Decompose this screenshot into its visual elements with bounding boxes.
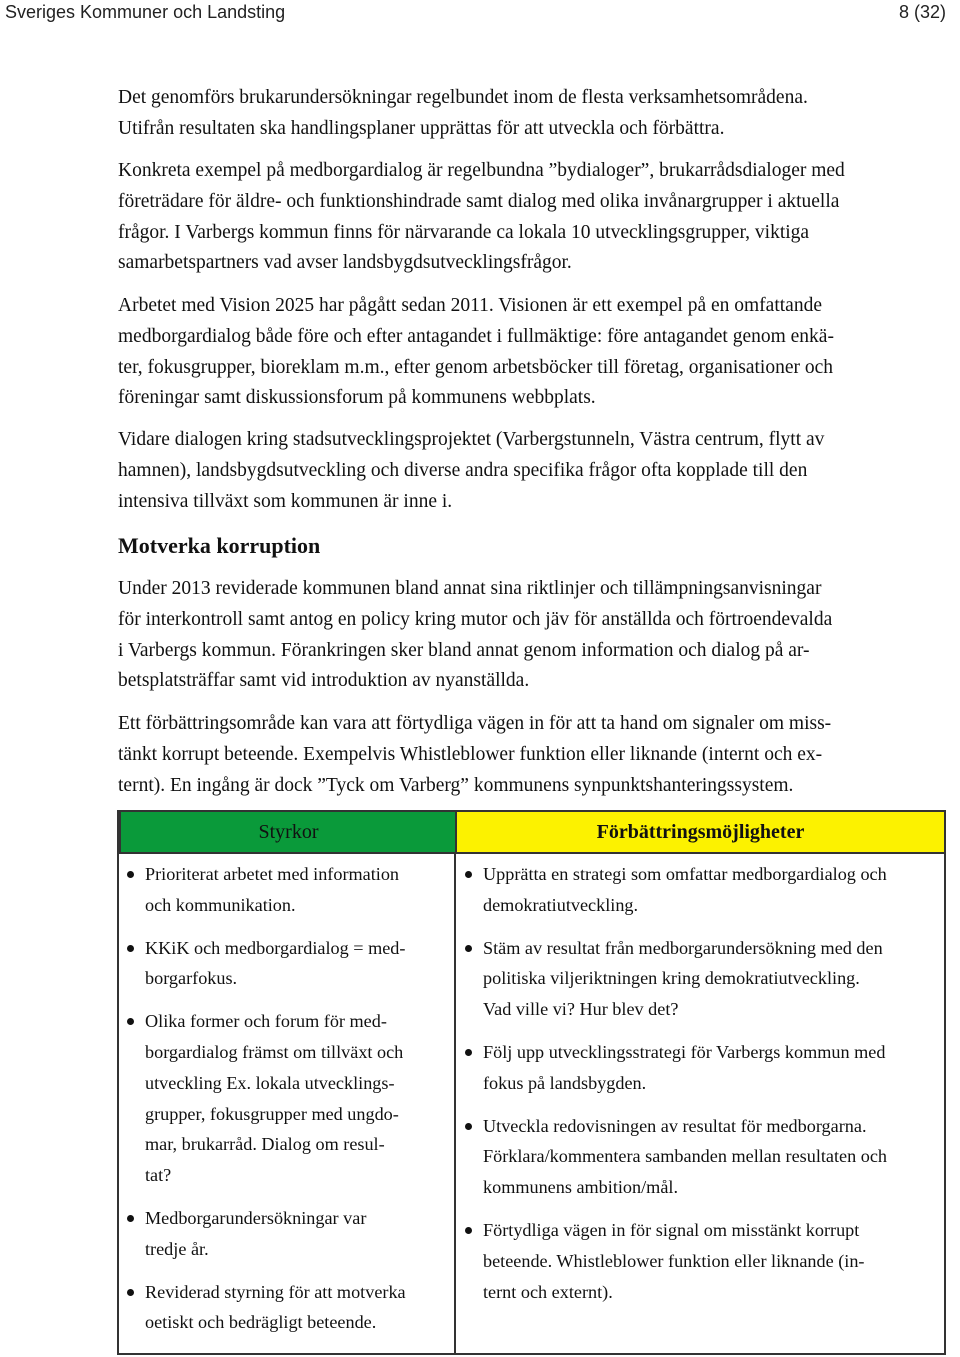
text-line: Det genomförs brukarundersökningar regelbundet inom de flesta verksamhetsområdena.: [118, 87, 808, 108]
bullet-icon: [465, 1123, 472, 1130]
text-line: Ett förbättringsområde kan vara att förtydliga vägen in för att ta hand om signaler om miss-: [118, 713, 832, 734]
text-line: ter, fokusgrupper, bioreklam m.m., efter genom arbetsböcker till företag, organisationer och: [118, 356, 834, 378]
text-line: hamnen), landsbygdsutveckling och diverse andra specifika frågor ofta kopplade till den: [118, 459, 808, 481]
paragraph-urban-development: [118, 425, 958, 517]
bullet-icon: [127, 871, 134, 878]
improvements-cell: [457, 859, 946, 1319]
text-line: Utveckla redovisningen av resultat för medborgarna.: [483, 1115, 867, 1136]
text-line: Olika former och forum för med-: [145, 1011, 387, 1032]
strength-item: [119, 1006, 453, 1191]
improvement-item: [457, 1215, 946, 1307]
paragraph-surveys: [118, 83, 958, 145]
bullet-icon: [465, 871, 472, 878]
strength-item: [119, 933, 453, 995]
paragraph-improvement-area: [118, 709, 958, 801]
bullet-icon: [127, 1215, 134, 1222]
text-line: tänkt korrupt beteende. Exempelvis Whistleblower funktion eller liknande (internt och ex-: [118, 743, 823, 765]
text-line: intensiva tillväxt som kommunen är inne i.: [118, 490, 453, 512]
text-line: betsplatsträffar samt vid introduktion av nyanställda.: [118, 670, 530, 692]
strength-item: [119, 859, 453, 921]
section-heading: Motverka korruption: [118, 533, 321, 558]
organization-name: Sveriges Kommuner och Landsting: [5, 2, 286, 22]
paragraph-vision-2025: [118, 291, 958, 414]
text-line: utveckling Ex. lokala utvecklings-: [145, 1072, 395, 1093]
improvement-item: [457, 933, 946, 1025]
text-line: kommunens ambition/mål.: [483, 1177, 678, 1198]
text-line: tat?: [145, 1165, 172, 1186]
strengths-cell: [119, 859, 453, 1350]
strength-item: [119, 1203, 453, 1265]
text-line: Förklara/kommentera sambanden mellan resultaten och: [483, 1146, 888, 1167]
text-line: Reviderad styrning för att motverka: [145, 1281, 406, 1302]
text-line: ternt). En ingång är dock ”Tyck om Varberg” kommunens synpunktshanteringssystem.: [118, 774, 794, 796]
improvement-item: [457, 859, 946, 921]
strength-item: [119, 1277, 453, 1339]
page-number: 8 (32): [898, 2, 946, 22]
text-line: Prioriterat arbetet med information: [145, 864, 400, 884]
text-line: oetiskt och bedrägligt beteende.: [145, 1312, 377, 1333]
bullet-icon: [127, 1289, 134, 1296]
text-line: politiska viljeriktningen kring demokratiutveckling.: [483, 968, 860, 989]
text-line: samarbetspartners vad avser landsbygdsutvecklingsfrågor.: [118, 252, 572, 274]
text-line: Under 2013 reviderade kommunen bland annat sina riktlinjer och tillämpningsanvisningar: [118, 578, 822, 599]
text-line: Stäm av resultat från medborgarundersökning med den: [483, 937, 883, 958]
bullet-icon: [465, 1227, 472, 1234]
text-line: demokratiutveckling.: [483, 894, 639, 915]
text-line: Vidare dialogen kring stadsutvecklingsprojektet (Varbergstunneln, Västra centrum, flytt av: [118, 429, 825, 450]
text-line: och kommunikation.: [145, 894, 296, 915]
text-line: föreningar samt diskussionsforum på kommunens webbplats.: [118, 387, 596, 409]
text-line: Konkreta exempel på medborgardialog är regelbundna ”bydialoger”, brukarrådsdialoger med: [118, 160, 845, 181]
bullet-icon: [127, 1018, 134, 1025]
text-line: frågor. I Varbergs kommun finns för närvarande ca lokala 10 utvecklingsgrupper, viktiga: [118, 221, 810, 243]
improvement-item: [457, 1037, 946, 1099]
text-line: företrädare för äldre- och funktionshindrade samt dialog med olika invånargrupper i aktuella: [118, 190, 840, 212]
text-line: Utifrån resultaten ska handlingsplaner upprättas för att utveckla och förbättra.: [118, 117, 725, 139]
text-line: ternt och externt).: [483, 1281, 613, 1302]
text-line: fokus på landsbygden.: [483, 1072, 647, 1093]
text-line: i Varbergs kommun. Förankringen sker bland annat genom information och dialog på ar-: [118, 639, 810, 661]
bullet-icon: [465, 1049, 472, 1056]
improvement-item: [457, 1111, 946, 1203]
paragraph-dialog-examples: [118, 156, 958, 279]
text-line: grupper, fokusgrupper med ungdo-: [145, 1103, 399, 1124]
paragraph-policy-2013: [118, 574, 958, 697]
strengths-header: Styrkor: [119, 810, 458, 854]
text-line: Upprätta en strategi som omfattar medborgardialog och: [483, 864, 887, 884]
bullet-icon: [127, 945, 134, 952]
text-line: Medborgarundersökningar var: [145, 1207, 367, 1228]
text-line: mar, brukarråd. Dialog om resul-: [145, 1134, 385, 1155]
text-line: tredje år.: [145, 1238, 209, 1259]
text-line: borgarfokus.: [145, 968, 238, 989]
column-divider: [454, 854, 456, 1353]
text-line: Förtydliga vägen in för signal om misstänkt korrupt: [483, 1219, 860, 1240]
text-line: beteende. Whistleblower funktion eller liknande (in-: [483, 1250, 865, 1271]
improvements-header: Förbättringsmöjligheter: [455, 810, 946, 854]
text-line: Vad ville vi? Hur blev det?: [483, 999, 679, 1020]
bullet-icon: [465, 945, 472, 952]
text-line: för interkontroll samt antog en policy kring mutor och jäv för anställda och förtroendevalda: [118, 608, 833, 630]
page-header: [0, 0, 960, 26]
text-line: KKiK och medborgardialog = med-: [145, 937, 406, 958]
text-line: Följ upp utvecklingsstrategi för Varbergs kommun med: [483, 1041, 886, 1062]
assessment-table: [117, 810, 946, 1355]
text-line: Arbetet med Vision 2025 har pågått sedan 2011. Visionen är ett exempel på en omfattande: [118, 295, 822, 316]
text-line: borgardialog främst om tillväxt och: [145, 1041, 404, 1062]
text-line: medborgardialog både före och efter antagandet i fullmäktige: före antagandet genom enkä-: [118, 325, 834, 347]
